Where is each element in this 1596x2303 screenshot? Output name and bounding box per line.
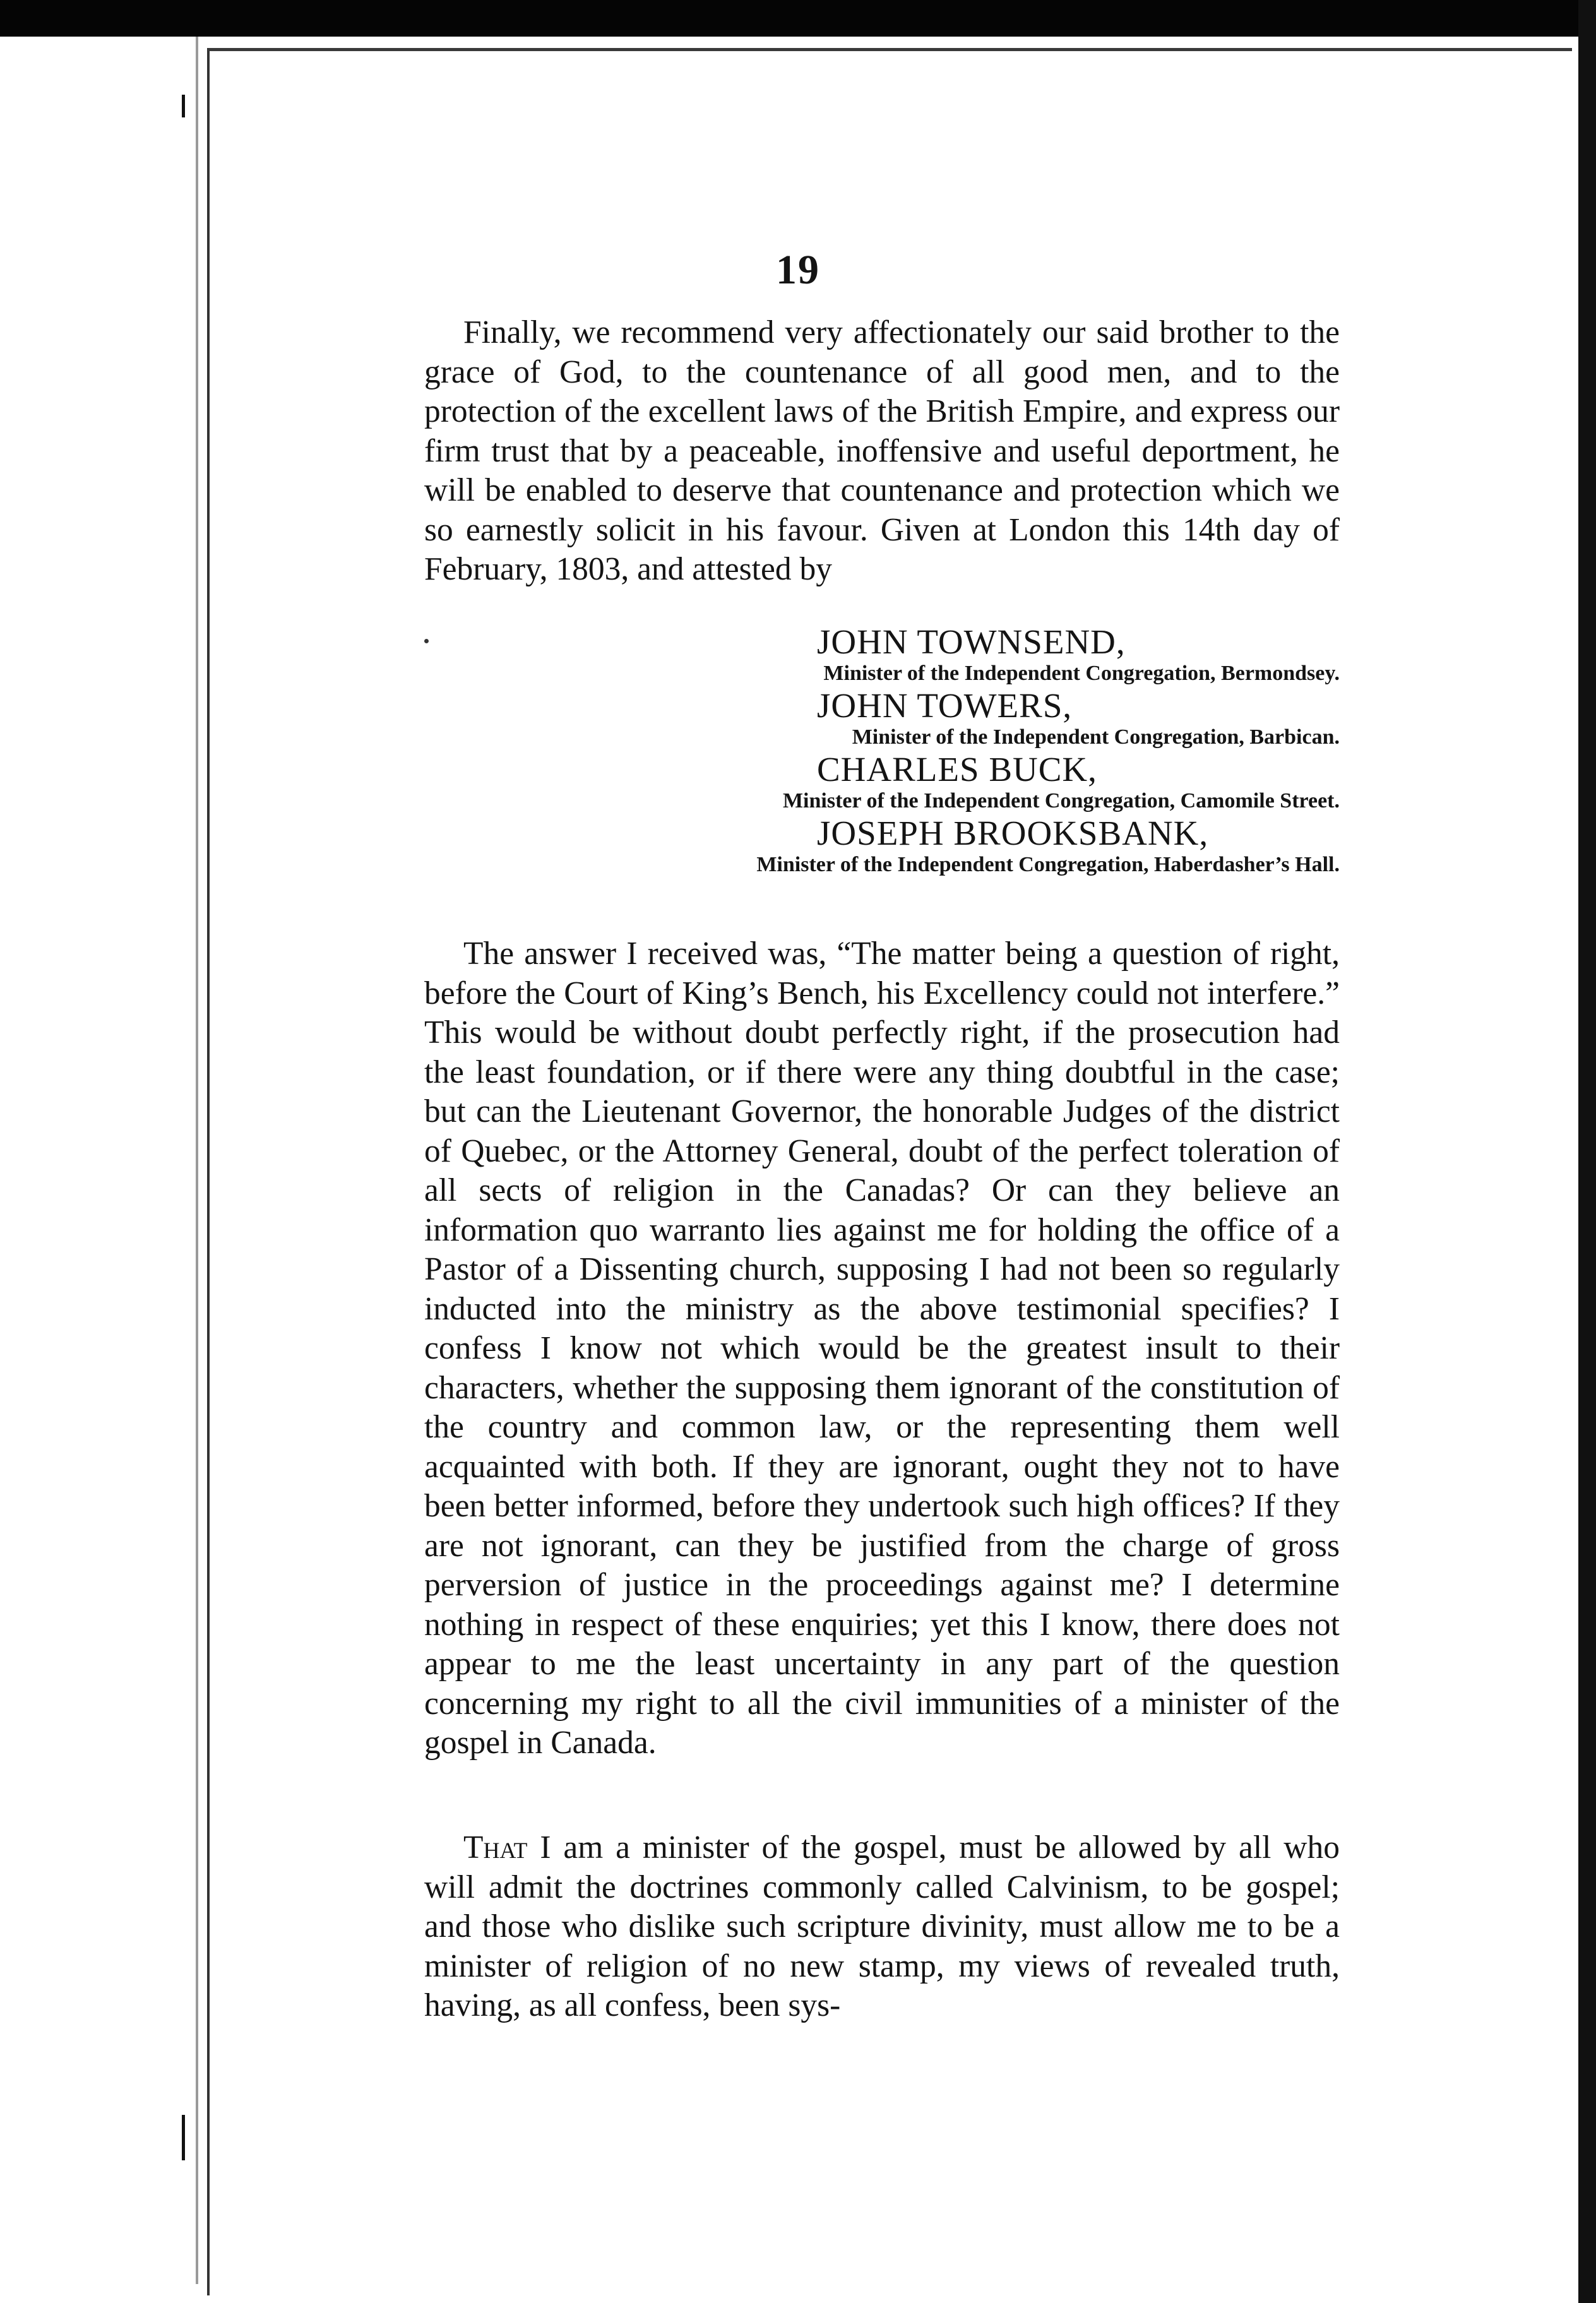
margin-mark (182, 95, 185, 117)
paragraph-answer-received: The answer I received was, “The matter being a question of right, before the Court of King’s Bench, his Excellency could not interfere.” This would be without doubt perfectly right, if the prosecution had the least foundation, or if there were any thing doubtful in the case; but can the Lieutenant Governor, the honorable Judges of the district of Quebec, or the Attorney General, doubt of the perfect toleration of all sects of religion in the Canadas? Or can they believe an information quo warranto lies against me for holding the office of a Pastor of a Dissenting church, supposing I had not been so regularly inducted into the ministry as the above testimonial specifies? I confess I know not which would be the greatest insult to their characters, whether the supposing them ignorant of the constitution of the country and common law, or the representing them well acquainted with both. If they are ignorant, ought they not to have been better informed, before they undertook such high offices? If they are not ignorant, can they be justified from the charge of gross perversion of justice in the proceedings against me? I determine nothing in respect of these enquiries; yet this I know, there does not appear to me the least uncertainty in any part of the question concerning my right to all the civil immunities of a minister of the gospel in Canada. (424, 936, 1340, 1761)
scan-border-top (0, 0, 1596, 37)
page-top-edge (208, 48, 1572, 51)
signatory-name: JOHN TOWNSEND, (817, 622, 1126, 661)
signatory-role: Minister of the Independent Congregation, Camomile Street. (782, 789, 1340, 812)
signatory-name: CHARLES BUCK, (817, 750, 1097, 788)
paragraph-minister-of-gospel (424, 1828, 1340, 2026)
signatory-role: Minister of the Independent Congregation, Barbican. (852, 725, 1340, 749)
page-gutter-shadow (196, 37, 198, 2284)
scan-border-right (1578, 0, 1596, 2303)
signatory-name: JOHN TOWERS, (817, 686, 1073, 725)
signatory-role: Minister of the Independent Congregation, Haberdasher’s Hall. (756, 853, 1340, 876)
signatories-block (424, 622, 1340, 880)
page-left-edge (207, 48, 210, 2295)
signatory-role: Minister of the Independent Congregation, Bermondsey. (823, 662, 1340, 685)
small-caps-lead: That (463, 1830, 528, 1866)
paragraph-recommendation: Finally, we recommend very affectionately our said brother to the grace of God, to the countenance of all good men, and to the protection of the excellent laws of the British Empire, and express our firm trust that by a peaceable, inoffensive and useful deportment, he will be enabled to deserve that countenance and protection which we so earnestly solicit in his favour. Given at London this 14th day of February, 1803, and attested by (424, 314, 1340, 587)
paragraph-text: I am a minister of the gospel, must be allowed by all who will admit the doctrines commonly called Calvinism, to be gospel; and those who dislike such scripture divinity, must allow me to be a minister of religion of no new stamp, my views of revealed truth, having, as all confess, been sys- (424, 1830, 1340, 2023)
page-number: 19 (776, 247, 820, 293)
signatory-name: JOSEPH BROOKSBANK, (817, 814, 1209, 852)
margin-mark (182, 2115, 185, 2160)
